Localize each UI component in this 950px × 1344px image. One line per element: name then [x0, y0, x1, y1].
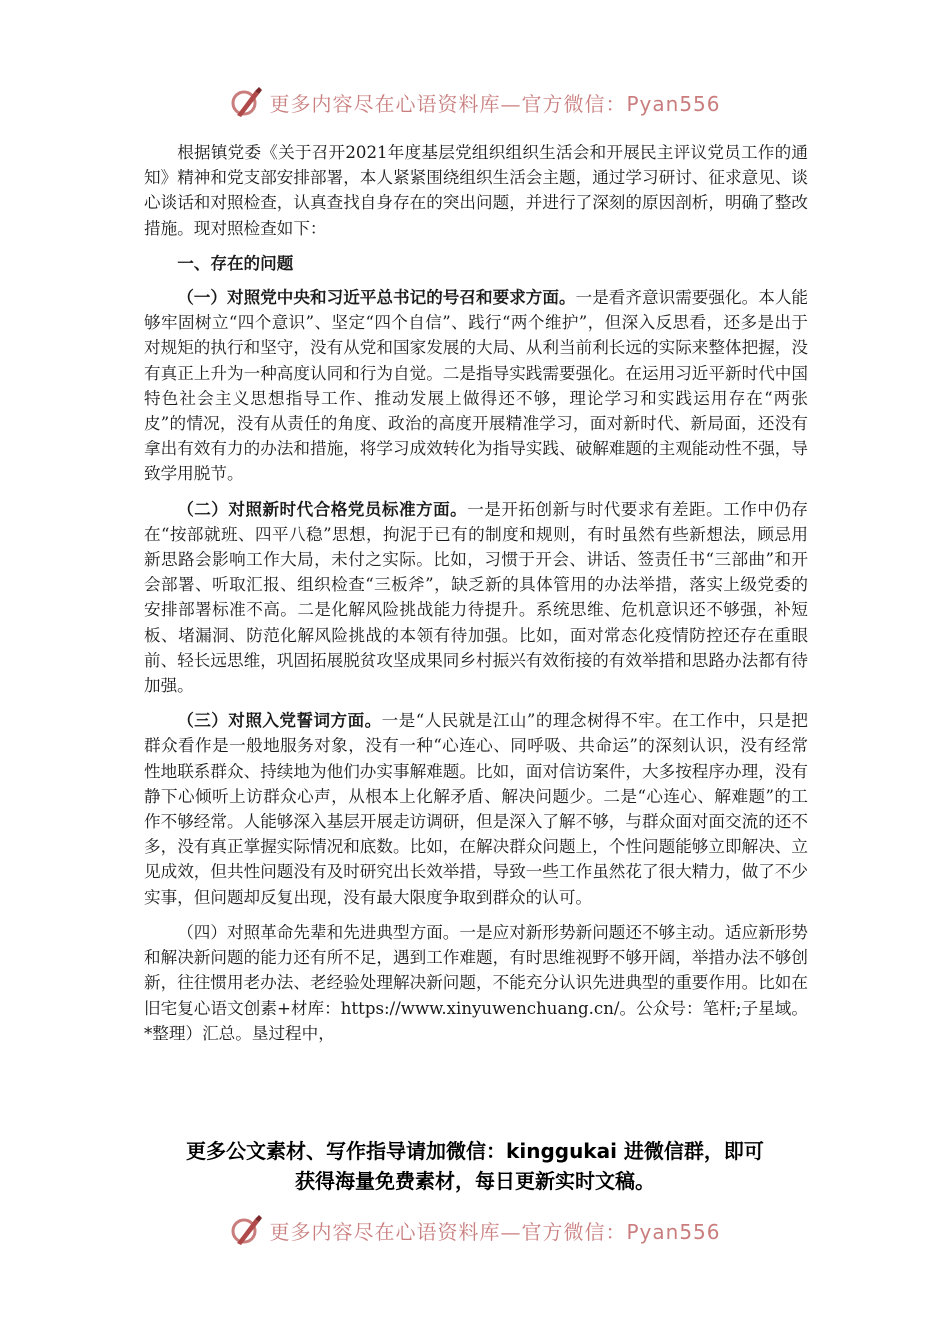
top-watermark-banner: [0, 82, 950, 122]
footer-line-1: 更多公文素材、写作指导请加微信：kinggukai 进微信群，即可: [186, 1139, 764, 1163]
paragraph-2-title: （二）对照新时代合格党员标准方面。: [177, 498, 468, 519]
paragraph-4-body: （四）对照革命先辈和先进典型方面。一是应对新形势新问题还不够主动。适应新形势和解决新问题的能力还有所不足，遇到工作难题，有时思维视野不够开阔，举措办法不够创新，往往惯用老办法、老经验处理解决新问题，不能充分认识先进典型的重要作用。比如在旧宅复心语文创素+材库：https://www.xinyuwenchuang.cn/。公众号：笔杆;子星域。*整理）汇总。垦过程中，: [144, 922, 808, 1043]
banner-text: 更多内容尽在心语资料库—官方微信：Pyan556: [269, 1219, 721, 1244]
paragraph-1: [144, 285, 808, 487]
footer-line-2: 获得海量免费素材，每日更新实时文稿。: [295, 1169, 655, 1193]
section-heading: 一、存在的问题: [177, 252, 294, 273]
paragraph-4: [144, 920, 808, 1046]
bottom-watermark-banner: [0, 1210, 950, 1250]
document-body: [144, 140, 808, 1056]
paragraph-3-title: （三）对照入党誓词方面。: [177, 710, 382, 731]
paragraph-2-body: 一是开拓创新与时代要求有差距。工作中仍存在“按部就班、四平八稳”思想，拘泥于已有的制度和规则，有时虽然有些新想法，顾忌用新思路会影响工作大局，未付之实际。比如，习惯于开会、讲话、签责任书“三部曲”和开会部署、听取汇报、组织检查“三板斧”，缺乏新的具体管用的办法举措，落实上级党委的安排部署标准不高。二是化解风险挑战能力待提升。系统思维、危机意识还不够强，补短板、堵漏洞、防范化解风险挑战的本领有待加强。比如，面对常态化疫情防控还存在重眼前、轻长远思维，巩固拓展脱贫攻坚成果同乡村振兴有效衔接的有效举措和思路办法都有待加强。: [144, 499, 808, 696]
footer-note: [100, 1136, 850, 1196]
intro-paragraph: 根据镇党委《关于召开2021年度基层党组织组织生活会和开展民主评议党员工作的通知》精神和党支部安排部署，本人紧紧围绕组织生活会主题，通过学习研讨、征求意见、谈心谈话和对照检查，认真查找自身存在的突出问题，并进行了深刻的原因剖析，明确了整改措施。现对照检查如下：: [144, 143, 808, 238]
pen-logo-icon: [229, 1213, 263, 1247]
paragraph-3: [144, 708, 808, 910]
paragraph-1-title: （一）对照党中央和习近平总书记的号召和要求方面。: [177, 287, 576, 308]
paragraph-1-body: 一是看齐意识需要强化。本人能够牢固树立“四个意识”、坚定“四个自信”、践行“两个维护”，但深入反思看，还多是出于对规矩的执行和坚守，没有从党和国家发展的大局、从利当前利长远的实际来整体把握，没有真正上升为一种高度认同和行为自觉。二是指导实践需要强化。在运用习近平新时代中国特色社会主义思想指导工作、推动发展上做得还不够，理论学习和实践运用存在“两张皮”的情况，没有从责任的角度、政治的高度开展精准学习，面对新时代、新局面，还没有拿出有效有力的办法和措施，将学习成效转化为指导实践、破解难题的主观能动性不强，导致学用脱节。: [144, 288, 809, 484]
paragraph-2: [144, 497, 808, 699]
paragraph-3-body: 一是“人民就是江山”的理念树得不牢。在工作中，只是把群众看作是一般地服务对象，没有一种“心连心、同呼吸、共命运”的深刻认识，没有经常性地联系群众、持续地为他们办实事解难题。比如，面对信访案件，大多按程序办理，没有静下心倾听上访群众心声，从根本上化解矛盾、解决问题少。二是“心连心、解难题”的工作不够经常。人能够深入基层开展走访调研，但是深入了解不够，与群众面对面交流的还不多，没有真正掌握实际情况和底数。比如，在解决群众问题上，个性问题能够立即解决、立见成效，但共性问题没有及时研究出长效举措，导致一些工作虽然花了很大精力，做了不少实事，但问题却反复出现，没有最大限度争取到群众的认可。: [144, 711, 808, 907]
banner-text: 更多内容尽在心语资料库—官方微信：Pyan556: [269, 91, 721, 116]
pen-logo-icon: [229, 85, 263, 119]
